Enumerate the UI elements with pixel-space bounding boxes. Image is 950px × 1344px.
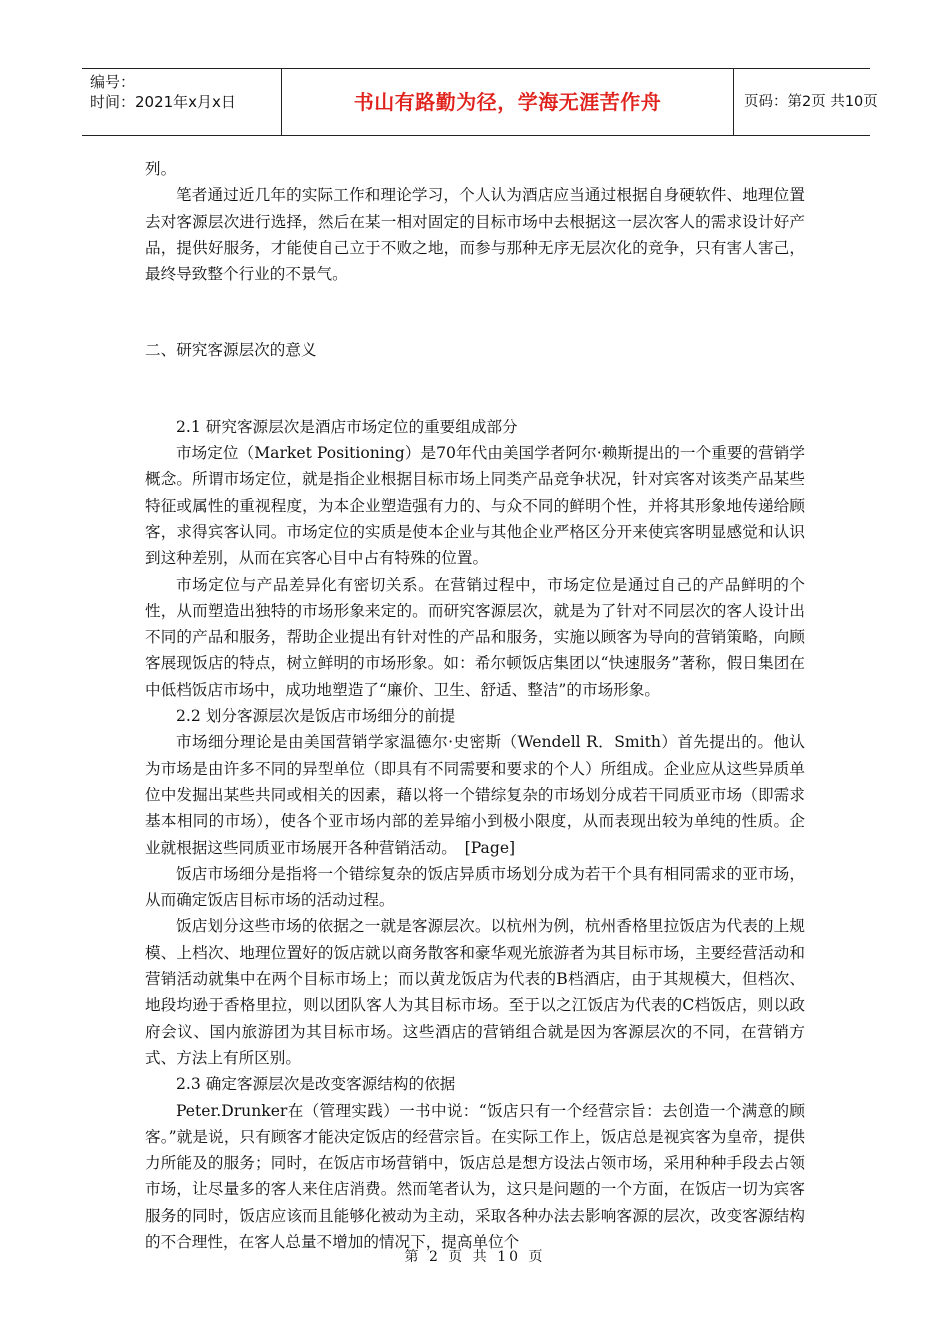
header-motto: 书山有路勤为径，学海无涯苦作舟 (282, 69, 734, 135)
date-label: 时间：2021年x月x日 (90, 93, 236, 111)
page-header (82, 68, 878, 136)
paragraph: 市场细分理论是由美国营销学家温德尔·史密斯（Wendell R．Smith）首先提出的。他认为市场是由许多不同的异型单位（即具有不同需要和要求的个人）所组成。企业应从这些异质单位中发掘出某些共同或相关的因素，藉以将一个错综复杂的市场划分成若干同质亚市场（即需求基本相同的市场），使各个亚市场内部的差异缩小到极小限度，从而表现出较为单纯的性质。企业就根据这些同质亚市场展开各种营销活动。 [Page] (145, 733, 805, 857)
paragraph: 饭店市场细分是指将一个错综复杂的饭店异质市场划分成为若干个具有相同需求的亚市场，从而确定饭店目标市场的活动过程。 (145, 864, 805, 910)
subsection-heading: 2.1 研究客源层次是酒店市场定位的重要组成部分 (176, 417, 518, 436)
paragraph: 列。 (145, 160, 177, 178)
paragraph: 饭店划分这些市场的依据之一就是客源层次。以杭州为例，杭州香格里拉饭店为代表的上规模、上档次、地理位置好的饭店就以商务散客和豪华观光旅游者为其目标市场，主要经营活动和营销活动就集中在两个目标市场上；而以黄龙饭店为代表的B档酒店，由于其规模大，但档次、地段均逊于香格里拉，则以团队客人为其目标市场。至于以之江饭店为代表的C档饭店，则以政府会议、国内旅游团为其目标市场。这些酒店的营销组合就是因为客源层次的不同，在营销方式、方法上有所区别。 (145, 917, 805, 1067)
paragraph: 市场定位（Market Positioning）是70年代由美国学者阿尔·赖斯提出的一个重要的营销学概念。所谓市场定位，就是指企业根据目标市场上同类产品竞争状况，针对宾客对该类产品某些特征或属性的重视程度，为本企业塑造强有力的、与众不同的鲜明个性，并将其形象地传递给顾客，求得宾客认同。市场定位的实质是使本企业与其他企业严格区分开来使宾客明显感觉和认识到这种差别，从而在宾客心目中占有特殊的位置。 (145, 444, 805, 568)
paragraph: 市场定位与产品差异化有密切关系。在营销过程中，市场定位是通过自己的产品鲜明的个性，从而塑造出独特的市场形象来定的。而研究客源层次，就是为了针对不同层次的客人设计出不同的产品和服务，帮助企业提出有针对性的产品和服务，实施以顾客为导向的营销策略，向顾客展现饭店的特点，树立鲜明的市场形象。如：希尔顿饭店集团以“快速服务”著称，假日集团在中低档饭店市场中，成功地塑造了“廉价、卫生、舒适、整洁”的市场形象。 (145, 575, 805, 699)
paragraph: 笔者通过近几年的实际工作和理论学习，个人认为酒店应当通过根据自身硬软件、地理位置去对客源层次进行选择，然后在某一相对固定的目标市场中去根据这一层次客人的需求设计好产品，提供好服务，才能使自己立于不败之地，而参与那种无序无层次化的竞争，只有害人害己，最终导致整个行业的不景气。 (145, 186, 805, 284)
subsection-heading: 2.2 划分客源层次是饭店市场细分的前提 (176, 707, 456, 726)
section-heading: 二、研究客源层次的意义 (145, 341, 317, 360)
page-footer: 第 2 页 共 10 页 (404, 1249, 546, 1265)
header-page-label: 页码：第2页 共10页 (744, 94, 878, 110)
header-meta (82, 69, 282, 135)
number-label: 编号： (90, 73, 136, 91)
paragraph: Peter.Drunker在（管理实践）一书中说：“饭店只有一个经营宗旨：去创造一个满意的顾客。”就是说，只有顾客才能决定饭店的经营宗旨。在实际工作上，饭店总是视宾客为皇帝，提供力所能及的服务；同时，在饭店市场营销中，饭店总是想方设法占领市场，采用种种手段去占领市场，让尽量多的客人来住店消费。然而笔者认为，这只是问题的一个方面，在饭店一切为宾客服务的同时，饭店应该而且能够化被动为主动，采取各种办法去影响客源的层次，改变客源结构的不合理性，在客人总量不增加的情况下，提高单位个 (145, 1101, 805, 1251)
subsection-heading: 2.3 确定客源层次是改变客源结构的依据 (176, 1075, 456, 1094)
document-body (145, 156, 805, 1255)
